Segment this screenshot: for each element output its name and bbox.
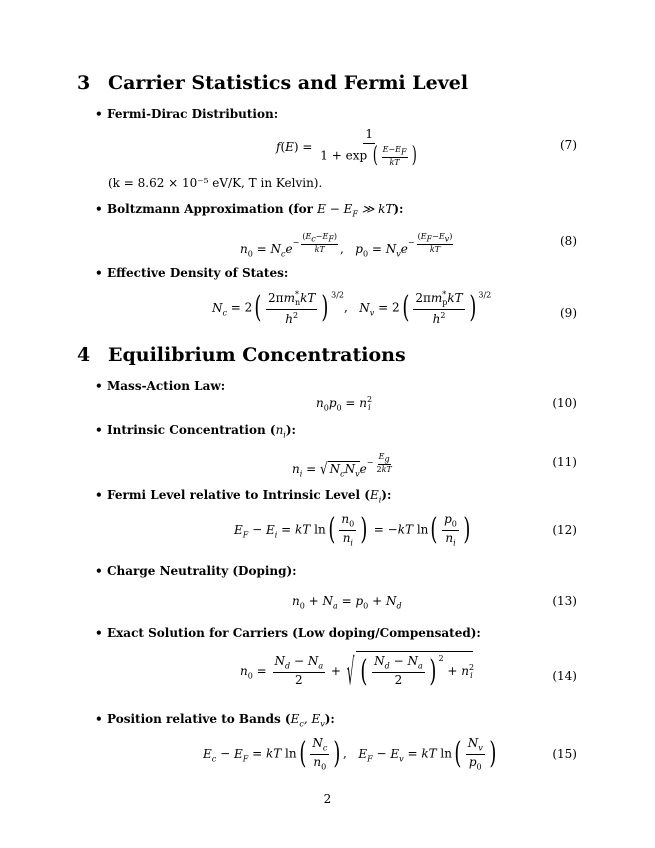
equation-14: $n_0$ = $\frac{N_d - N_a}{2}$ + √ ( $\frac{N_d - N_a}{2}$ ) $^2 + n^2_i$ xyxy=(240,650,475,693)
equation-number: (9) xyxy=(560,306,577,320)
equation-number: (12) xyxy=(552,523,577,537)
bullet-label: Charge Neutrality (Doping): xyxy=(107,564,297,578)
bullet-math-tail: ≫ kT xyxy=(357,202,394,216)
equation-7: f(E) = 1 1 + exp ( $\frac{E-E_F}{kT}$ ) xyxy=(276,127,417,168)
bullet-label: Mass-Action Law: xyxy=(107,379,226,393)
bullet-fermi-relative: • Fermi Level relative to Intrinsic Level $(E_i)$: xyxy=(95,488,392,505)
bullet-exact-solution: • Exact Solution for Carriers (Low doping/Compensated): xyxy=(95,626,481,640)
equation-15: $E_c - E_F$ = kT ln( $\frac{N_c}{n_0}$ ) , $E_F - E_v$ = kT ln( $\frac{N_v}{p_0}$ ) xyxy=(203,736,497,772)
section-number: 3 xyxy=(77,72,91,94)
equation-10: $n_0p_0 = n^2_i$ xyxy=(316,395,373,413)
equation-12: $E_F - E_i$ = kT ln( $\frac{n_0}{n_i}$ ) = −kT ln( $\frac{p_0}{n_i}$ ) xyxy=(234,512,471,548)
equation-number: (10) xyxy=(552,396,577,410)
equation-11: $n_i$ = √ $N_cN_ve-$ $\frac{E_g}{2kT}$ xyxy=(292,452,392,479)
equation-number: (14) xyxy=(552,669,577,683)
constant-note: (k = 8.62 × 10⁻⁵ eV/K, T in Kelvin). xyxy=(108,176,323,190)
equation-number: (15) xyxy=(552,747,577,761)
bullet-position-bands: • Position relative to Bands ($E_c$, $E_v$): xyxy=(95,712,335,729)
bullet-label: Fermi-Dirac Distribution: xyxy=(107,107,279,121)
bullet-mass-action: • Mass-Action Law: xyxy=(95,379,226,393)
bullet-boltzmann: • Boltzmann Approximation (for $E - E_F$ ≫ kT): xyxy=(95,202,404,219)
bullet-math: E − E xyxy=(317,202,353,216)
section-number: 4 xyxy=(77,344,91,366)
section-4-title xyxy=(77,344,406,366)
bullet-label: Position relative to Bands ( xyxy=(107,712,291,726)
section-heading: Equilibrium Concentrations xyxy=(108,344,406,366)
bullet-label: Intrinsic Concentration ( xyxy=(107,423,276,437)
section-heading: Carrier Statistics and Fermi Level xyxy=(108,72,469,94)
page-number: 2 xyxy=(323,792,332,806)
equation-13: $n_0 + N_a = p_0 + N_d$ xyxy=(292,594,402,611)
bullet-label: Fermi Level relative to Intrinsic Level ( xyxy=(107,488,370,502)
bullet-effective-dos: • Effective Density of States: xyxy=(95,266,289,280)
equation-number: (8) xyxy=(560,234,577,248)
equation-number: (13) xyxy=(552,594,577,608)
equation-number: (7) xyxy=(560,138,577,152)
bullet-intrinsic: • Intrinsic Concentration $(n_i)$: xyxy=(95,423,296,440)
bullet-label: Boltzmann Approximation (for xyxy=(107,202,318,216)
bullet-label: Effective Density of States: xyxy=(107,266,289,280)
bullet-neutrality: • Charge Neutrality (Doping): xyxy=(95,564,297,578)
equation-number: (11) xyxy=(552,455,577,469)
equation-8: $n_0 = N_ce-$ $\frac{(E_c-E_F)}{kT}$ , $p_0 = N_ve-$ $\frac{(E_F-E_v)}{kT}$ xyxy=(240,232,453,259)
bullet-label: Exact Solution for Carriers (Low doping/Compensated): xyxy=(107,626,481,640)
equation-9: $N_c = 2$( $\frac{2\pi m^*_nkT}{h^2}$ ) $^{3/2}$, $N_v = 2$( $\frac{2\pi m^*_pkT}{h^2}$ ) $^{3/2}$ xyxy=(212,290,492,326)
section-3-title xyxy=(77,72,468,94)
bullet-fermi-dirac: • Fermi-Dirac Distribution: xyxy=(95,107,279,121)
